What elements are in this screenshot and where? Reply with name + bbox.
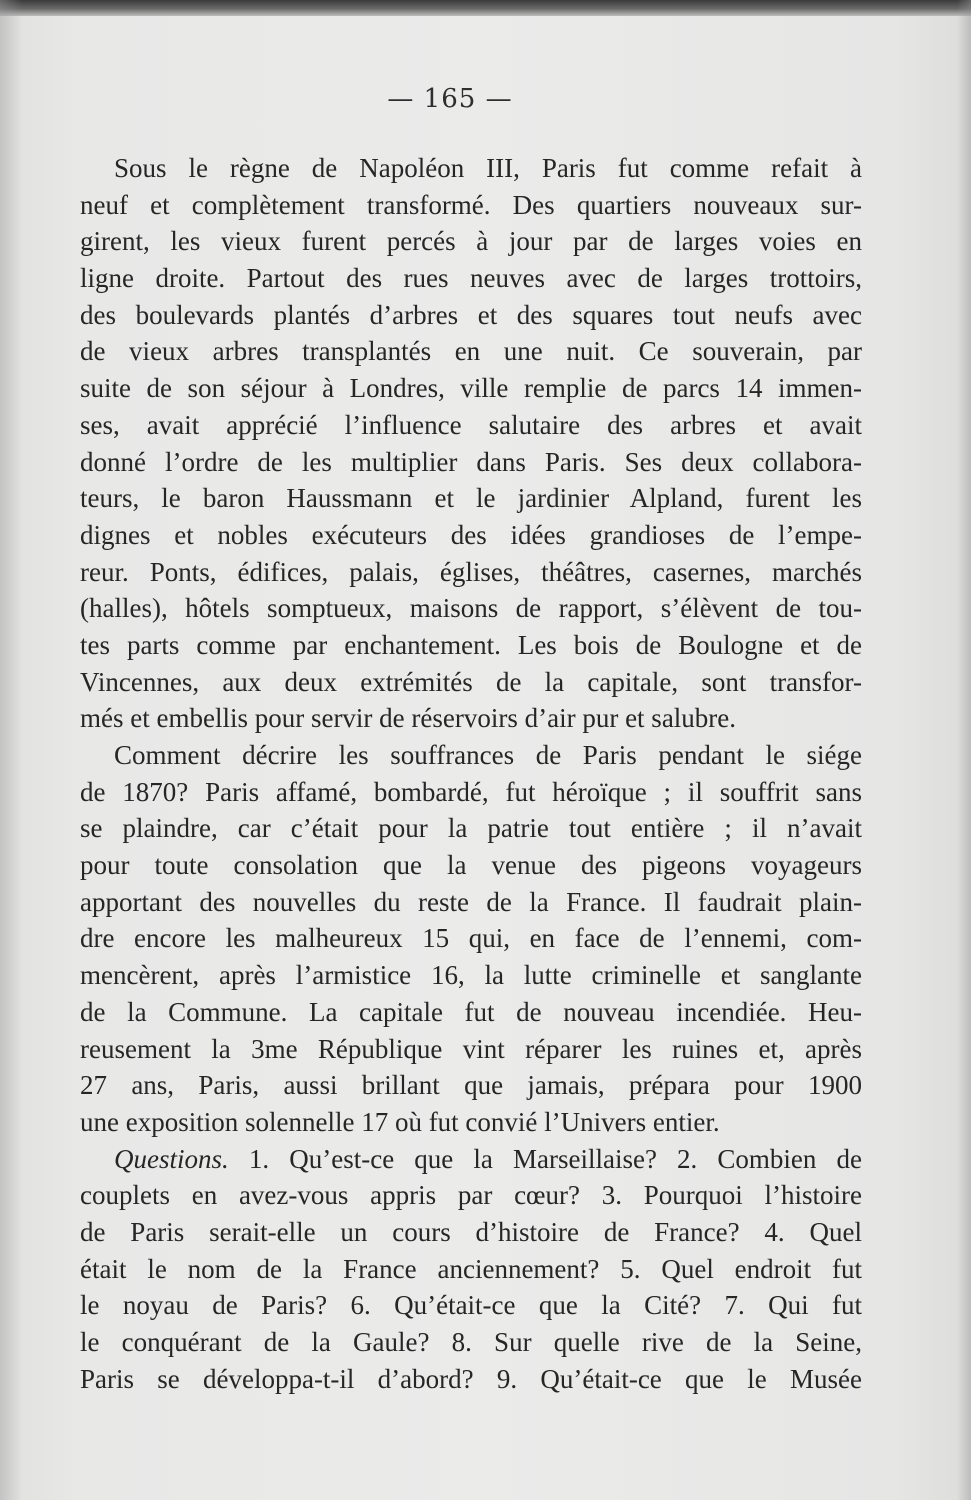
text-line: ligne droite. Partout des rues neuves avec de larges trottoirs,: [80, 263, 862, 294]
text-line: de Paris serait-elle un cours d’histoire de France? 4. Quel: [80, 1216, 862, 1247]
text-line: le conquérant de la Gaule? 8. Sur quelle rive de la Seine,: [80, 1327, 862, 1357]
body-text: [80, 150, 862, 1397]
text-line: dignes et nobles exécuteurs des idées grandioses de l’empe-: [80, 519, 862, 550]
text-line: teurs, le baron Haussmann et le jardinier Alpland, furent les: [80, 483, 862, 514]
questions-line: [80, 1141, 862, 1178]
text-line: dre encore les malheureux 15 qui, en face de l’ennemi, com-: [80, 923, 862, 954]
text-line: girent, les vieux furent percés à jour par de larges voies en: [80, 226, 862, 257]
text-line: de vieux arbres transplantés en une nuit. Ce souverain, par: [80, 336, 862, 367]
text-line: Paris se développa-t-il d’abord? 9. Qu’était-ce que le Musée: [80, 1363, 862, 1394]
text-line: était le nom de la France anciennement? 5. Quel endroit fut: [80, 1253, 862, 1284]
page-edge-shadow: [957, 0, 971, 1500]
text-line: pour toute consolation que la venue des pigeons voyageurs: [80, 850, 862, 881]
questions-label: Questions.: [114, 1143, 229, 1174]
page-gutter-shadow: [0, 0, 22, 1500]
text-line: 27 ans, Paris, aussi brillant que jamais, prépara pour 1900: [80, 1070, 862, 1101]
text-line: (halles), hôtels somptueux, maisons de rapport, s’élèvent de tou-: [80, 593, 862, 624]
text-line: reur. Ponts, édifices, palais, églises, théâtres, casernes, marchés: [80, 556, 862, 587]
text-line: de 1870? Paris affamé, bombardé, fut héroïque ; il souffrit sans: [80, 776, 862, 807]
text-line: le noyau de Paris? 6. Qu’était-ce que la Cité? 7. Qui fut: [80, 1290, 862, 1321]
questions-first-text: 1. Qu’est-ce que la Marseillaise? 2. Combien de: [248, 1143, 862, 1174]
page-top-edge: [0, 0, 971, 16]
text-line: couplets en avez-vous appris par cœur? 3. Pourquoi l’histoire: [80, 1180, 862, 1211]
text-line: neuf et complètement transformé. Des quartiers nouveaux sur-: [80, 189, 862, 220]
text-line: donné l’ordre de les multiplier dans Paris. Ses deux collabora-: [80, 446, 862, 477]
text-line: se plaindre, car c’était pour la patrie tout entière ; il n’avait: [80, 813, 862, 844]
text-line: une exposition solennelle 17 où fut convié l’Univers entier.: [80, 1106, 720, 1137]
text-line: reusement la 3me République vint réparer les ruines et, après: [80, 1033, 862, 1064]
text-line: suite de son séjour à Londres, ville remplie de parcs 14 immen-: [80, 373, 862, 404]
text-line: Vincennes, aux deux extrémités de la capitale, sont transfor-: [80, 666, 862, 697]
text-line: ses, avait apprécié l’influence salutaire des arbres et avait: [80, 409, 862, 440]
text-line: Comment décrire les souffrances de Paris pendant le siége: [114, 740, 862, 770]
text-line: des boulevards plantés d’arbres et des squares tout neufs avec: [80, 299, 862, 330]
text-line: tes parts comme par enchantement. Les bois de Boulogne et de: [80, 629, 862, 660]
page-number: — 165 —: [387, 84, 513, 114]
text-line: Sous le règne de Napoléon III, Paris fut comme refait à: [114, 153, 862, 183]
text-line: apportant des nouvelles du reste de la France. Il faudrait plain-: [80, 886, 862, 917]
text-line: mencèrent, après l’armistice 16, la lutte criminelle et sanglante: [80, 960, 862, 991]
text-line: de la Commune. La capitale fut de nouveau incendiée. Heu-: [80, 996, 862, 1027]
text-line: més et embellis pour servir de réservoirs d’air pur et salubre.: [80, 703, 737, 734]
